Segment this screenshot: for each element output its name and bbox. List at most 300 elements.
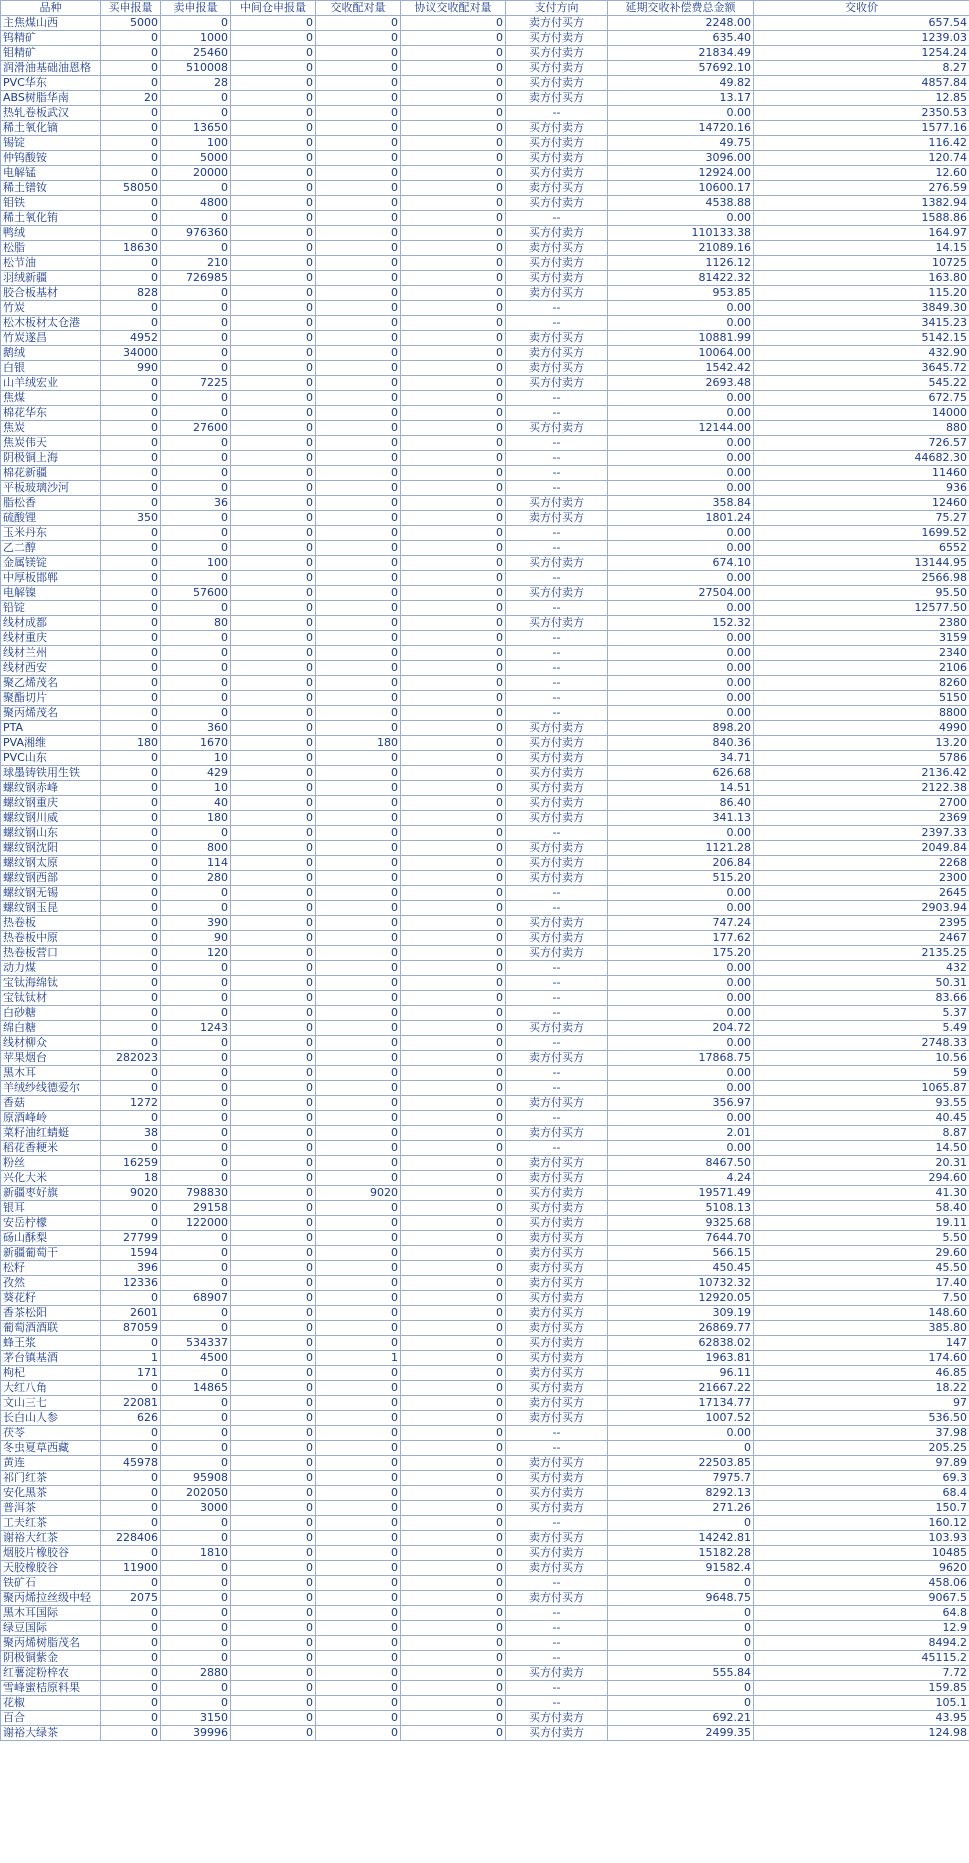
cell-matched-quantity: 0 (316, 1051, 401, 1066)
cell-intermediate-quantity: 0 (231, 586, 316, 601)
table-row (1, 16, 969, 31)
cell-variety: 粉丝 (1, 1156, 101, 1171)
cell-payment-direction: 卖方付买方 (506, 91, 608, 106)
table-row (1, 751, 969, 766)
cell-buy-quantity: 0 (101, 301, 161, 316)
cell-payment-direction: 买方付卖方 (506, 751, 608, 766)
cell-intermediate-quantity: 0 (231, 496, 316, 511)
cell-sell-quantity: 726985 (161, 271, 231, 286)
cell-payment-direction: 卖方付买方 (506, 1411, 608, 1426)
cell-intermediate-quantity: 0 (231, 1486, 316, 1501)
table-row (1, 886, 969, 901)
cell-variety: 烟胶片橡胶谷 (1, 1546, 101, 1561)
cell-variety: 黄连 (1, 1456, 101, 1471)
cell-variety: 螺纹钢无锡 (1, 886, 101, 901)
cell-intermediate-quantity: 0 (231, 721, 316, 736)
table-row (1, 1666, 969, 1681)
cell-matched-quantity: 0 (316, 1726, 401, 1741)
cell-variety: 聚丙烯树脂茂名 (1, 1636, 101, 1651)
cell-matched-quantity: 0 (316, 721, 401, 736)
cell-buy-quantity: 180 (101, 736, 161, 751)
cell-matched-quantity: 0 (316, 1366, 401, 1381)
cell-delivery-price: 2340 (754, 646, 969, 661)
cell-buy-quantity: 0 (101, 631, 161, 646)
cell-variety: 棉花华东 (1, 406, 101, 421)
cell-variety: 鸭绒 (1, 226, 101, 241)
cell-buy-quantity: 0 (101, 526, 161, 541)
cell-variety: 线材柳众 (1, 1036, 101, 1051)
cell-sell-quantity: 202050 (161, 1486, 231, 1501)
cell-agreement-matched-quantity: 0 (401, 481, 506, 496)
cell-variety: 热卷板营口 (1, 946, 101, 961)
cell-compensation-total: 96.11 (608, 1366, 754, 1381)
table-row (1, 1156, 969, 1171)
cell-sell-quantity: 0 (161, 1366, 231, 1381)
cell-variety: 砀山酥梨 (1, 1231, 101, 1246)
cell-compensation-total: 0.00 (608, 436, 754, 451)
cell-delivery-price: 18.22 (754, 1381, 969, 1396)
cell-intermediate-quantity: 0 (231, 1186, 316, 1201)
cell-sell-quantity: 429 (161, 766, 231, 781)
cell-intermediate-quantity: 0 (231, 346, 316, 361)
cell-payment-direction: 买方付卖方 (506, 946, 608, 961)
cell-sell-quantity: 20000 (161, 166, 231, 181)
table-row (1, 1486, 969, 1501)
cell-buy-quantity: 0 (101, 166, 161, 181)
cell-delivery-price: 1239.03 (754, 31, 969, 46)
cell-compensation-total: 9325.68 (608, 1216, 754, 1231)
cell-sell-quantity: 0 (161, 1441, 231, 1456)
cell-payment-direction: -- (506, 961, 608, 976)
cell-buy-quantity: 0 (101, 1021, 161, 1036)
cell-sell-quantity: 39996 (161, 1726, 231, 1741)
cell-sell-quantity: 210 (161, 256, 231, 271)
cell-intermediate-quantity: 0 (231, 1006, 316, 1021)
cell-matched-quantity: 0 (316, 766, 401, 781)
cell-intermediate-quantity: 0 (231, 1696, 316, 1711)
cell-delivery-price: 8494.2 (754, 1636, 969, 1651)
table-row (1, 406, 969, 421)
cell-payment-direction: 卖方付买方 (506, 1276, 608, 1291)
cell-intermediate-quantity: 0 (231, 91, 316, 106)
cell-variety: 普洱茶 (1, 1501, 101, 1516)
cell-agreement-matched-quantity: 0 (401, 1366, 506, 1381)
cell-variety: 冬虫夏草西藏 (1, 1441, 101, 1456)
cell-variety: 乙二醇 (1, 541, 101, 556)
cell-variety: 铁矿石 (1, 1576, 101, 1591)
table-row (1, 76, 969, 91)
cell-delivery-price: 13.20 (754, 736, 969, 751)
cell-payment-direction: -- (506, 1696, 608, 1711)
cell-payment-direction: 卖方付买方 (506, 1396, 608, 1411)
cell-compensation-total: 110133.38 (608, 226, 754, 241)
cell-payment-direction: 卖方付买方 (506, 1156, 608, 1171)
cell-agreement-matched-quantity: 0 (401, 1666, 506, 1681)
cell-intermediate-quantity: 0 (231, 331, 316, 346)
cell-payment-direction: 卖方付买方 (506, 511, 608, 526)
cell-matched-quantity: 0 (316, 166, 401, 181)
cell-sell-quantity: 0 (161, 436, 231, 451)
cell-buy-quantity: 0 (101, 31, 161, 46)
cell-payment-direction: -- (506, 481, 608, 496)
cell-compensation-total: 0.00 (608, 211, 754, 226)
cell-buy-quantity: 0 (101, 1111, 161, 1126)
cell-agreement-matched-quantity: 0 (401, 271, 506, 286)
cell-buy-quantity: 0 (101, 1036, 161, 1051)
cell-sell-quantity: 120 (161, 946, 231, 961)
cell-buy-quantity: 1272 (101, 1096, 161, 1111)
cell-variety: 线材重庆 (1, 631, 101, 646)
cell-intermediate-quantity: 0 (231, 1111, 316, 1126)
cell-matched-quantity: 0 (316, 1036, 401, 1051)
cell-delivery-price: 40.45 (754, 1111, 969, 1126)
cell-payment-direction: 买方付卖方 (506, 61, 608, 76)
cell-variety: 钨精矿 (1, 31, 101, 46)
cell-delivery-price: 9067.5 (754, 1591, 969, 1606)
cell-delivery-price: 29.60 (754, 1246, 969, 1261)
cell-matched-quantity: 0 (316, 1246, 401, 1261)
cell-agreement-matched-quantity: 0 (401, 181, 506, 196)
cell-intermediate-quantity: 0 (231, 241, 316, 256)
table-row (1, 1396, 969, 1411)
cell-buy-quantity: 0 (101, 1291, 161, 1306)
cell-sell-quantity: 1243 (161, 1021, 231, 1036)
cell-delivery-price: 14000 (754, 406, 969, 421)
cell-matched-quantity: 0 (316, 1201, 401, 1216)
cell-matched-quantity: 0 (316, 121, 401, 136)
cell-sell-quantity: 0 (161, 1696, 231, 1711)
cell-compensation-total: 14242.81 (608, 1531, 754, 1546)
cell-matched-quantity: 0 (316, 1006, 401, 1021)
cell-variety: 宝钛海绵钛 (1, 976, 101, 991)
cell-intermediate-quantity: 0 (231, 751, 316, 766)
table-row (1, 1216, 969, 1231)
cell-matched-quantity: 0 (316, 1696, 401, 1711)
cell-compensation-total: 358.84 (608, 496, 754, 511)
cell-sell-quantity: 0 (161, 286, 231, 301)
cell-buy-quantity: 0 (101, 871, 161, 886)
cell-payment-direction: -- (506, 991, 608, 1006)
cell-compensation-total: 2248.00 (608, 16, 754, 31)
cell-payment-direction: 买方付卖方 (506, 1351, 608, 1366)
cell-delivery-price: 12.85 (754, 91, 969, 106)
cell-payment-direction: -- (506, 1111, 608, 1126)
cell-compensation-total: 1963.81 (608, 1351, 754, 1366)
cell-intermediate-quantity: 0 (231, 1261, 316, 1276)
table-row (1, 1501, 969, 1516)
cell-buy-quantity: 0 (101, 601, 161, 616)
cell-variety: 花椒 (1, 1696, 101, 1711)
cell-agreement-matched-quantity: 0 (401, 1471, 506, 1486)
cell-payment-direction: 卖方付买方 (506, 1261, 608, 1276)
cell-payment-direction: 买方付卖方 (506, 1021, 608, 1036)
cell-intermediate-quantity: 0 (231, 886, 316, 901)
cell-matched-quantity: 0 (316, 331, 401, 346)
cell-compensation-total: 450.45 (608, 1261, 754, 1276)
cell-compensation-total: 0.00 (608, 1426, 754, 1441)
cell-intermediate-quantity: 0 (231, 1681, 316, 1696)
cell-sell-quantity: 0 (161, 1411, 231, 1426)
cell-agreement-matched-quantity: 0 (401, 106, 506, 121)
cell-sell-quantity: 0 (161, 571, 231, 586)
cell-compensation-total: 0.00 (608, 826, 754, 841)
cell-sell-quantity: 0 (161, 1531, 231, 1546)
cell-buy-quantity: 0 (101, 676, 161, 691)
cell-matched-quantity: 0 (316, 361, 401, 376)
cell-delivery-price: 4990 (754, 721, 969, 736)
table-body (1, 16, 969, 1741)
cell-intermediate-quantity: 0 (231, 1351, 316, 1366)
cell-agreement-matched-quantity: 0 (401, 1456, 506, 1471)
cell-delivery-price: 2300 (754, 871, 969, 886)
cell-agreement-matched-quantity: 0 (401, 166, 506, 181)
cell-sell-quantity: 14865 (161, 1381, 231, 1396)
cell-sell-quantity: 0 (161, 1006, 231, 1021)
cell-compensation-total: 555.84 (608, 1666, 754, 1681)
cell-payment-direction: -- (506, 571, 608, 586)
cell-intermediate-quantity: 0 (231, 1576, 316, 1591)
cell-delivery-price: 14.15 (754, 241, 969, 256)
cell-sell-quantity: 3000 (161, 1501, 231, 1516)
table-row (1, 241, 969, 256)
cell-sell-quantity: 0 (161, 16, 231, 31)
cell-buy-quantity: 0 (101, 1681, 161, 1696)
cell-matched-quantity: 0 (316, 1501, 401, 1516)
cell-buy-quantity: 0 (101, 556, 161, 571)
cell-delivery-price: 5786 (754, 751, 969, 766)
cell-payment-direction: 买方付卖方 (506, 616, 608, 631)
cell-delivery-price: 83.66 (754, 991, 969, 1006)
table-row (1, 1456, 969, 1471)
cell-compensation-total: 17868.75 (608, 1051, 754, 1066)
cell-delivery-price: 19.11 (754, 1216, 969, 1231)
cell-matched-quantity: 0 (316, 616, 401, 631)
cell-variety: PVC华东 (1, 76, 101, 91)
cell-compensation-total: 10600.17 (608, 181, 754, 196)
cell-buy-quantity: 0 (101, 646, 161, 661)
cell-intermediate-quantity: 0 (231, 661, 316, 676)
cell-buy-quantity: 0 (101, 541, 161, 556)
cell-agreement-matched-quantity: 0 (401, 526, 506, 541)
cell-compensation-total: 692.21 (608, 1711, 754, 1726)
cell-agreement-matched-quantity: 0 (401, 1516, 506, 1531)
cell-variety: 线材西安 (1, 661, 101, 676)
cell-delivery-price: 2106 (754, 661, 969, 676)
cell-matched-quantity: 0 (316, 571, 401, 586)
cell-intermediate-quantity: 0 (231, 931, 316, 946)
cell-delivery-price: 41.30 (754, 1186, 969, 1201)
cell-payment-direction: 卖方付买方 (506, 1531, 608, 1546)
cell-intermediate-quantity: 0 (231, 316, 316, 331)
cell-intermediate-quantity: 0 (231, 901, 316, 916)
cell-agreement-matched-quantity: 0 (401, 691, 506, 706)
cell-agreement-matched-quantity: 0 (401, 1561, 506, 1576)
cell-delivery-price: 2748.33 (754, 1036, 969, 1051)
cell-compensation-total: 0.00 (608, 526, 754, 541)
table-row (1, 286, 969, 301)
cell-matched-quantity: 0 (316, 961, 401, 976)
cell-agreement-matched-quantity: 0 (401, 1336, 506, 1351)
cell-agreement-matched-quantity: 0 (401, 1171, 506, 1186)
table-row (1, 1111, 969, 1126)
cell-payment-direction: -- (506, 691, 608, 706)
cell-matched-quantity: 0 (316, 676, 401, 691)
cell-buy-quantity: 0 (101, 916, 161, 931)
cell-agreement-matched-quantity: 0 (401, 1726, 506, 1741)
cell-delivery-price: 43.95 (754, 1711, 969, 1726)
cell-agreement-matched-quantity: 0 (401, 826, 506, 841)
cell-intermediate-quantity: 0 (231, 451, 316, 466)
cell-intermediate-quantity: 0 (231, 1501, 316, 1516)
cell-intermediate-quantity: 0 (231, 481, 316, 496)
cell-payment-direction: 买方付卖方 (506, 136, 608, 151)
cell-agreement-matched-quantity: 0 (401, 211, 506, 226)
cell-compensation-total: 0.00 (608, 1111, 754, 1126)
cell-sell-quantity: 0 (161, 1276, 231, 1291)
cell-sell-quantity: 0 (161, 481, 231, 496)
cell-agreement-matched-quantity: 0 (401, 466, 506, 481)
table-row (1, 496, 969, 511)
table-row (1, 226, 969, 241)
cell-intermediate-quantity: 0 (231, 1456, 316, 1471)
cell-sell-quantity: 0 (161, 1591, 231, 1606)
cell-agreement-matched-quantity: 0 (401, 646, 506, 661)
table-row (1, 1321, 969, 1336)
cell-agreement-matched-quantity: 0 (401, 541, 506, 556)
cell-variety: 百合 (1, 1711, 101, 1726)
cell-compensation-total: 177.62 (608, 931, 754, 946)
cell-variety: 枸杞 (1, 1366, 101, 1381)
cell-payment-direction: 买方付卖方 (506, 151, 608, 166)
cell-delivery-price: 46.85 (754, 1366, 969, 1381)
cell-sell-quantity: 0 (161, 631, 231, 646)
cell-matched-quantity: 0 (316, 691, 401, 706)
cell-variety: 聚酯切片 (1, 691, 101, 706)
cell-payment-direction: -- (506, 466, 608, 481)
cell-delivery-price: 68.4 (754, 1486, 969, 1501)
cell-agreement-matched-quantity: 0 (401, 856, 506, 871)
table-row (1, 481, 969, 496)
cell-compensation-total: 10881.99 (608, 331, 754, 346)
cell-sell-quantity: 0 (161, 1066, 231, 1081)
cell-buy-quantity: 0 (101, 121, 161, 136)
cell-agreement-matched-quantity: 0 (401, 1546, 506, 1561)
table-row (1, 901, 969, 916)
cell-buy-quantity: 990 (101, 361, 161, 376)
cell-sell-quantity: 0 (161, 886, 231, 901)
table-row (1, 1681, 969, 1696)
cell-sell-quantity: 0 (161, 1621, 231, 1636)
table-row (1, 421, 969, 436)
cell-buy-quantity: 12336 (101, 1276, 161, 1291)
cell-agreement-matched-quantity: 0 (401, 1066, 506, 1081)
cell-buy-quantity: 0 (101, 1486, 161, 1501)
cell-payment-direction: -- (506, 886, 608, 901)
cell-agreement-matched-quantity: 0 (401, 31, 506, 46)
cell-buy-quantity: 0 (101, 376, 161, 391)
cell-sell-quantity: 80 (161, 616, 231, 631)
cell-matched-quantity: 0 (316, 391, 401, 406)
cell-compensation-total: 9648.75 (608, 1591, 754, 1606)
cell-sell-quantity: 360 (161, 721, 231, 736)
cell-payment-direction: 买方付卖方 (506, 121, 608, 136)
table-row (1, 1546, 969, 1561)
cell-agreement-matched-quantity: 0 (401, 1006, 506, 1021)
cell-intermediate-quantity: 0 (231, 226, 316, 241)
cell-payment-direction: 买方付卖方 (506, 556, 608, 571)
cell-compensation-total: 626.68 (608, 766, 754, 781)
cell-agreement-matched-quantity: 0 (401, 61, 506, 76)
cell-variety: 苹果烟台 (1, 1051, 101, 1066)
cell-variety: 新疆葡萄干 (1, 1246, 101, 1261)
cell-payment-direction: 买方付卖方 (506, 1711, 608, 1726)
cell-agreement-matched-quantity: 0 (401, 946, 506, 961)
table-row (1, 331, 969, 346)
cell-matched-quantity: 180 (316, 736, 401, 751)
cell-matched-quantity: 0 (316, 31, 401, 46)
cell-sell-quantity: 25460 (161, 46, 231, 61)
cell-matched-quantity: 0 (316, 1561, 401, 1576)
cell-payment-direction: -- (506, 676, 608, 691)
cell-matched-quantity: 0 (316, 1156, 401, 1171)
cell-agreement-matched-quantity: 0 (401, 1636, 506, 1651)
cell-delivery-price: 97 (754, 1396, 969, 1411)
cell-sell-quantity: 0 (161, 1231, 231, 1246)
cell-sell-quantity: 0 (161, 1111, 231, 1126)
cell-delivery-price: 3159 (754, 631, 969, 646)
table-row (1, 1186, 969, 1201)
table-row (1, 1291, 969, 1306)
cell-payment-direction: -- (506, 451, 608, 466)
cell-agreement-matched-quantity: 0 (401, 1126, 506, 1141)
cell-intermediate-quantity: 0 (231, 1126, 316, 1141)
cell-compensation-total: 0.00 (608, 106, 754, 121)
cell-agreement-matched-quantity: 0 (401, 1576, 506, 1591)
cell-buy-quantity: 9020 (101, 1186, 161, 1201)
cell-compensation-total: 14720.16 (608, 121, 754, 136)
cell-compensation-total: 27504.00 (608, 586, 754, 601)
cell-variety: 主焦煤山西 (1, 16, 101, 31)
cell-buy-quantity: 0 (101, 1501, 161, 1516)
header-compensation-total: 延期交收补偿费总金额 (608, 1, 754, 16)
cell-agreement-matched-quantity: 0 (401, 241, 506, 256)
cell-variety: 白砂糖 (1, 1006, 101, 1021)
cell-sell-quantity: 0 (161, 181, 231, 196)
cell-compensation-total: 0.00 (608, 991, 754, 1006)
cell-compensation-total: 14.51 (608, 781, 754, 796)
cell-delivery-price: 726.57 (754, 436, 969, 451)
cell-matched-quantity: 0 (316, 631, 401, 646)
cell-sell-quantity: 0 (161, 241, 231, 256)
cell-compensation-total: 175.20 (608, 946, 754, 961)
cell-agreement-matched-quantity: 0 (401, 1351, 506, 1366)
cell-variety: 球墨铸铁用生铁 (1, 766, 101, 781)
cell-agreement-matched-quantity: 0 (401, 256, 506, 271)
cell-agreement-matched-quantity: 0 (401, 391, 506, 406)
cell-delivery-price: 4857.84 (754, 76, 969, 91)
cell-matched-quantity: 0 (316, 496, 401, 511)
cell-agreement-matched-quantity: 0 (401, 796, 506, 811)
cell-buy-quantity: 2075 (101, 1591, 161, 1606)
cell-variety: 仲钨酸铵 (1, 151, 101, 166)
cell-buy-quantity: 16259 (101, 1156, 161, 1171)
cell-payment-direction: 卖方付买方 (506, 1246, 608, 1261)
cell-payment-direction: 卖方付买方 (506, 1126, 608, 1141)
cell-payment-direction: -- (506, 1036, 608, 1051)
cell-variety: 羊绒纱线德爱尔 (1, 1081, 101, 1096)
cell-agreement-matched-quantity: 0 (401, 721, 506, 736)
cell-intermediate-quantity: 0 (231, 556, 316, 571)
